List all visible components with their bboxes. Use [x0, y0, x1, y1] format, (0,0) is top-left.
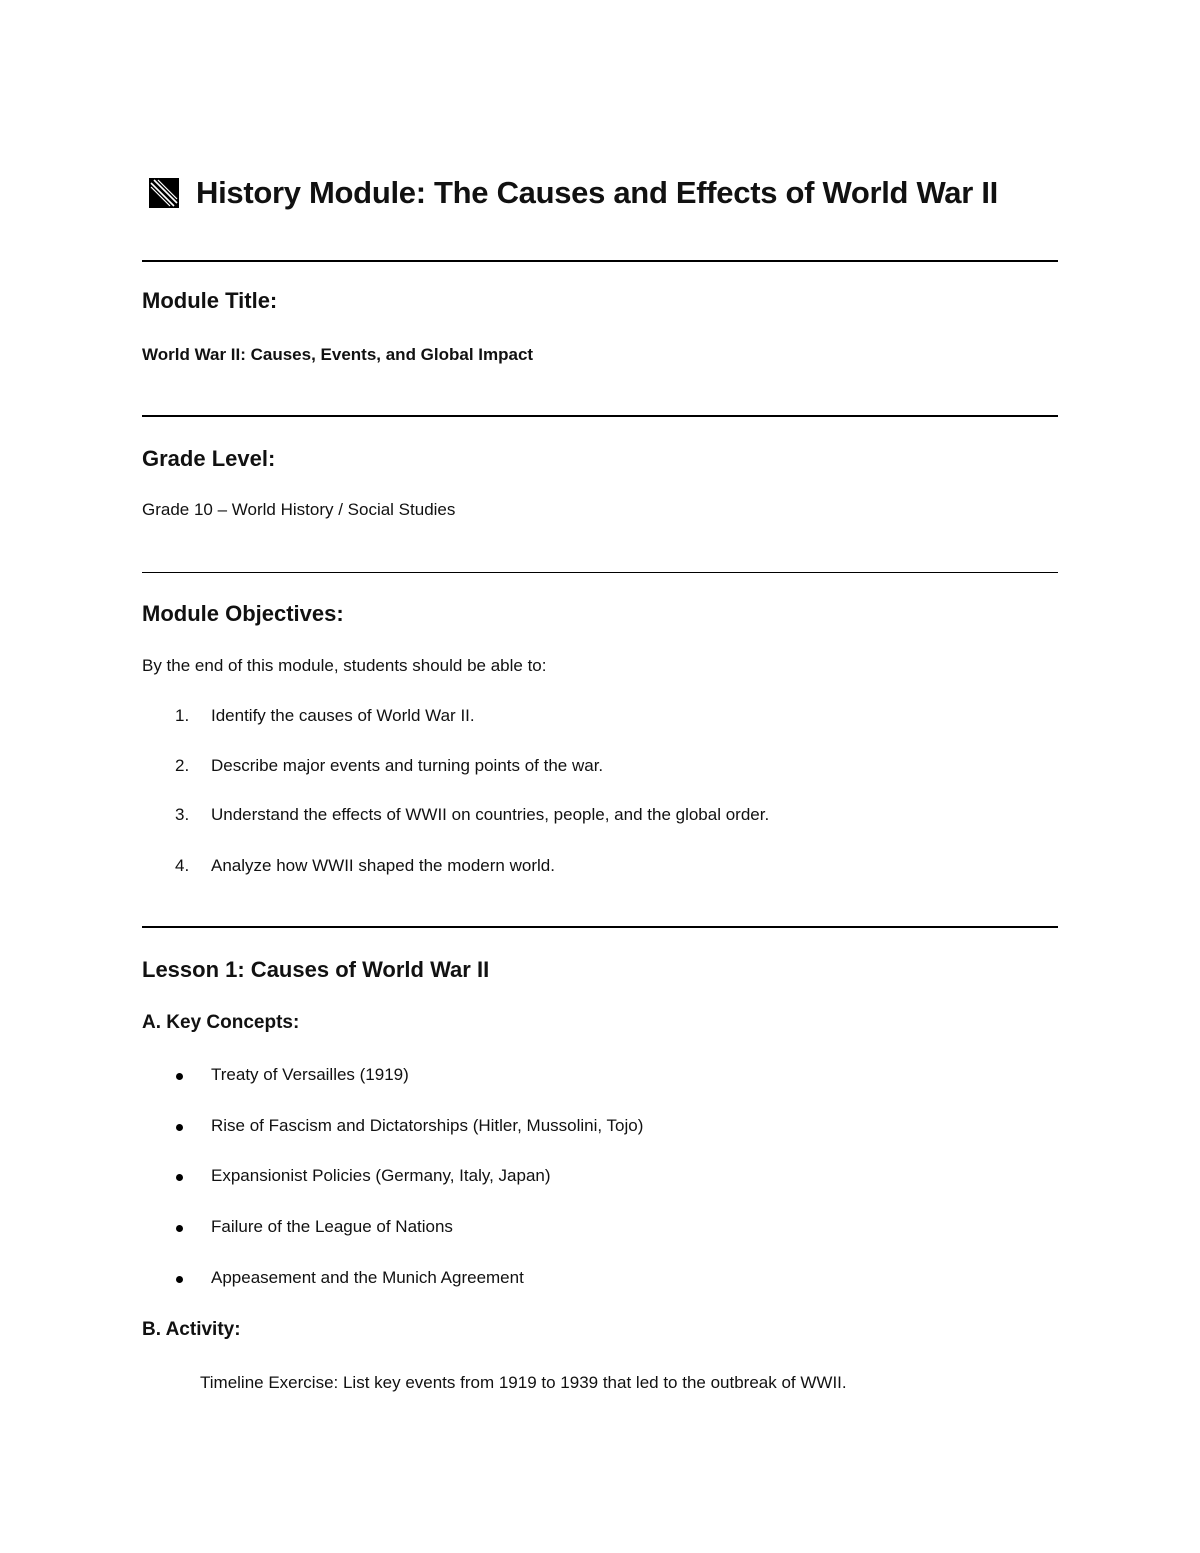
objective-number: 3.: [175, 805, 190, 824]
key-concept-item: Rise of Fascism and Dictatorships (Hitler, Mussolini, Tojo): [211, 1116, 644, 1135]
bullet-icon: [176, 1124, 183, 1131]
activity-text: Timeline Exercise: List key events from 1919 to 1939 that led to the outbreak of WWII.: [200, 1373, 847, 1392]
objective-item: Identify the causes of World War II.: [211, 706, 475, 725]
objective-number: 1.: [175, 706, 190, 725]
objectives-intro: By the end of this module, students should be able to:: [142, 656, 547, 675]
module-title-heading: Module Title:: [142, 288, 278, 313]
objective-number: 4.: [175, 856, 190, 875]
objectives-heading: Module Objectives:: [142, 601, 344, 626]
document-title-row: [146, 168, 998, 218]
bullet-icon: [176, 1225, 183, 1232]
section-divider: [142, 572, 1058, 573]
section-divider: [142, 260, 1058, 262]
grade-level-heading: Grade Level:: [142, 446, 276, 471]
section-divider: [142, 926, 1058, 928]
bullet-icon: [176, 1073, 183, 1080]
key-concept-item: Treaty of Versailles (1919): [211, 1065, 409, 1084]
activity-heading: B. Activity:: [142, 1319, 241, 1340]
key-concept-item: Expansionist Policies (Germany, Italy, Japan): [211, 1166, 551, 1185]
objective-item: Understand the effects of WWII on countries, people, and the global order.: [211, 805, 770, 824]
grade-level-value: Grade 10 – World History / Social Studies: [142, 500, 456, 519]
document-icon: [146, 175, 182, 211]
section-divider: [142, 415, 1058, 417]
key-concept-item: Appeasement and the Munich Agreement: [211, 1268, 524, 1287]
objective-item: Analyze how WWII shaped the modern world.: [211, 856, 555, 875]
objective-item: Describe major events and turning points of the war.: [211, 756, 604, 775]
bullet-icon: [176, 1276, 183, 1283]
bullet-icon: [176, 1174, 183, 1181]
lesson-heading: Lesson 1: Causes of World War II: [142, 957, 490, 982]
page-title: History Module: The Causes and Effects of World War II: [196, 175, 998, 210]
key-concepts-heading: A. Key Concepts:: [142, 1012, 300, 1033]
key-concept-item: Failure of the League of Nations: [211, 1217, 453, 1236]
objective-number: 2.: [175, 756, 190, 775]
module-title-value: World War II: Causes, Events, and Global Impact: [142, 345, 534, 364]
